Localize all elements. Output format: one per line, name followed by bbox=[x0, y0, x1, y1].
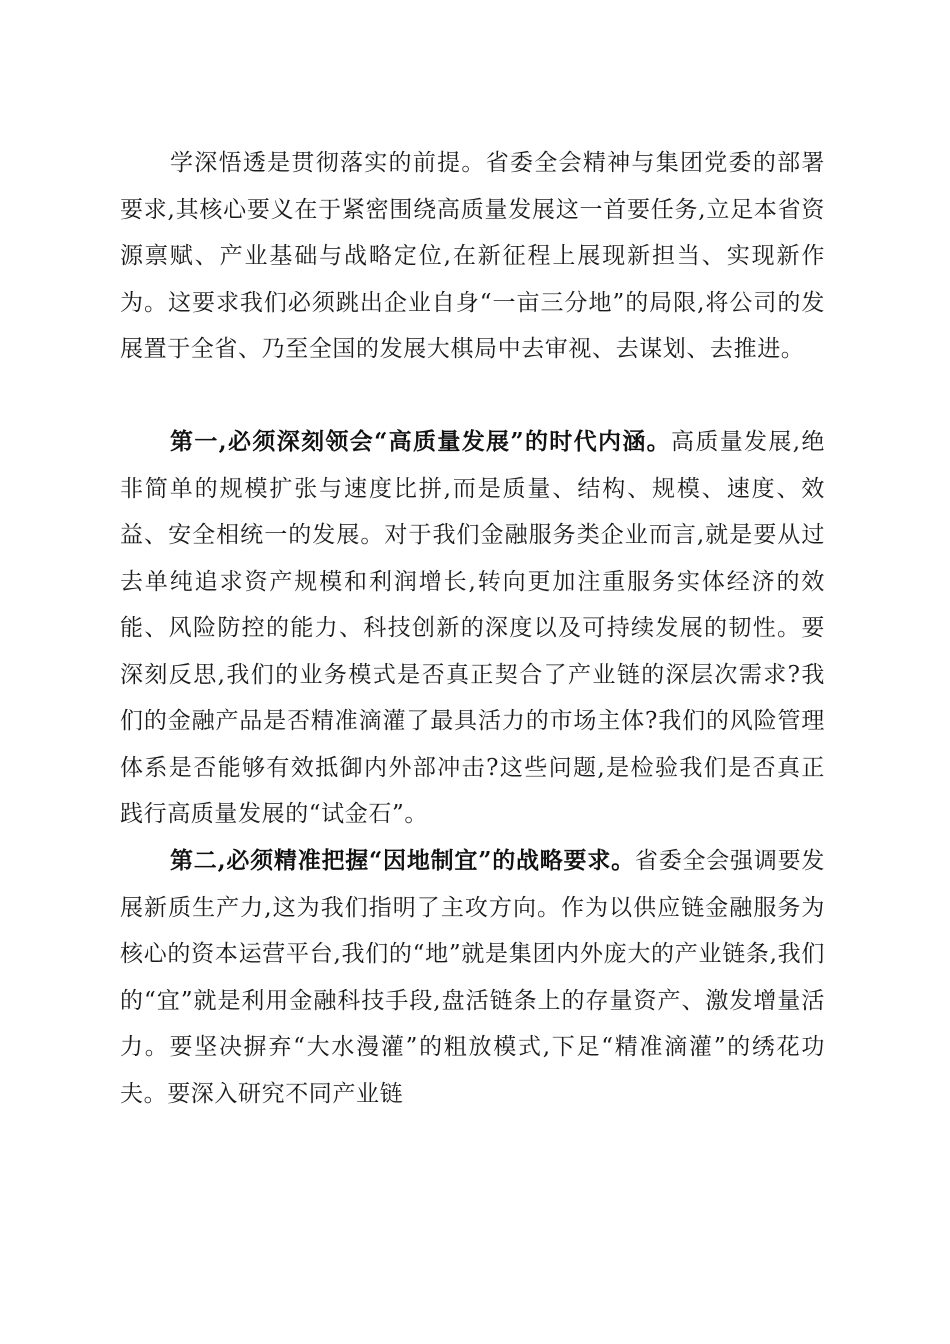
paragraph-3 bbox=[120, 838, 825, 1117]
paragraph-2-text: 高质量发展,绝非简单的规模扩张与速度比拼,而是质量、结构、规模、速度、效益、安全相统一的发展。对于我们金融服务类企业而言,就是要从过去单纯追求资产规模和利润增长,转向更加注重服务实体经济的效能、风险防控的能力、科技创新的深度以及可持续发展的韧性。要深刻反思,我们的业务模式是否真正契合了产业链的深层次需求?我们的金融产品是否精准滴灌了最具活力的市场主体?我们的风险管理体系是否能够有效抵御内外部冲击?这些问题,是检验我们是否真正践行高质量发展的“试金石”。 bbox=[120, 429, 826, 827]
paragraph-1-text: 学深悟透是贯彻落实的前提。省委全会精神与集团党委的部署要求,其核心要义在于紧密围绕高质量发展这一首要任务,立足本省资源禀赋、产业基础与战略定位,在新征程上展现新担当、实现新作为。这要求我们必须跳出企业自身“一亩三分地”的局限,将公司的发展置于全省、乃至全国的发展大棋局中去审视、去谋划、去推进。 bbox=[120, 150, 825, 362]
paragraph-2-lead: 第一,必须深刻领会“高质量发展”的时代内涵。 bbox=[170, 428, 672, 455]
paragraph-3-lead: 第二,必须精准把握“因地制宜”的战略要求。 bbox=[170, 847, 635, 874]
paragraph-3-text: 省委全会强调要发展新质生产力,这为我们指明了主攻方向。作为以供应链金融服务为核心的资本运营平台,我们的“地”就是集团内外庞大的产业链条,我们的“宜”就是利用金融科技手段,盘活链条上的存量资产、激发增量活力。要坚决摒弃“大水漫灌”的粗放模式,下足“精准滴灌”的绣花功夫。要深入研究不同产业链 bbox=[120, 848, 825, 1107]
paragraph-1 bbox=[120, 140, 825, 373]
paragraph-2 bbox=[120, 419, 825, 838]
